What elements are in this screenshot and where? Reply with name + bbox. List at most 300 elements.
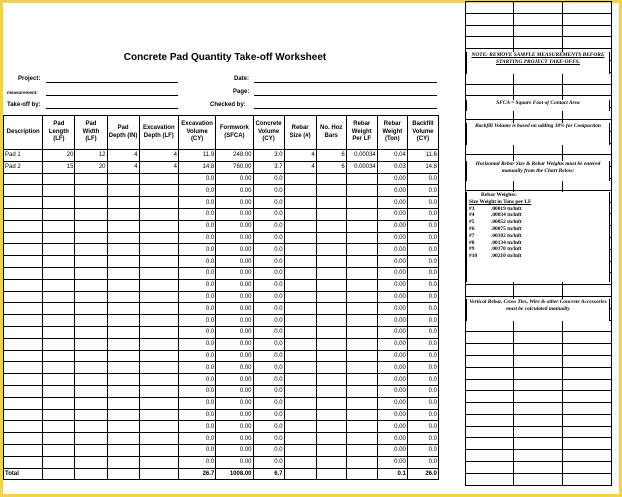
table-cell[interactable] (75, 374, 107, 386)
description-cell[interactable] (4, 385, 43, 397)
table-cell[interactable]: 0.0 (407, 421, 438, 433)
table-cell[interactable] (284, 267, 316, 279)
table-cell[interactable] (284, 279, 316, 291)
table-cell[interactable]: 0.0 (178, 232, 215, 244)
table-cell[interactable]: 4 (284, 150, 316, 162)
table-cell[interactable]: 0.0 (407, 374, 438, 386)
table-cell[interactable]: 0.00 (377, 197, 407, 209)
page-input-line[interactable] (254, 95, 437, 96)
description-cell[interactable] (4, 291, 43, 303)
table-cell[interactable] (75, 362, 107, 374)
table-cell[interactable]: 0.00 (377, 244, 407, 256)
side-grid-cell[interactable] (514, 438, 563, 450)
table-cell[interactable] (107, 456, 139, 468)
description-cell[interactable] (4, 421, 43, 433)
table-cell[interactable] (139, 444, 178, 456)
description-cell[interactable] (4, 409, 43, 421)
table-cell[interactable] (75, 350, 107, 362)
table-cell[interactable] (139, 291, 178, 303)
table-cell[interactable] (43, 421, 75, 433)
table-cell[interactable] (107, 315, 139, 327)
table-cell[interactable] (43, 397, 75, 409)
table-cell[interactable]: 0.0 (253, 338, 284, 350)
table-cell[interactable] (75, 208, 107, 220)
table-cell[interactable]: 0.0 (253, 350, 284, 362)
table-cell[interactable] (43, 350, 75, 362)
table-cell[interactable]: 0.00 (377, 338, 407, 350)
table-cell[interactable] (43, 256, 75, 268)
side-grid-cell[interactable] (466, 285, 514, 297)
table-cell[interactable]: 0.03 (377, 161, 407, 173)
side-grid-cell[interactable] (514, 414, 563, 426)
side-grid-cell[interactable] (563, 379, 612, 391)
table-cell[interactable] (346, 374, 377, 386)
table-cell[interactable]: 0.0 (407, 267, 438, 279)
table-cell[interactable] (316, 256, 346, 268)
table-cell[interactable] (43, 374, 75, 386)
table-cell[interactable] (346, 421, 377, 433)
table-cell[interactable] (346, 256, 377, 268)
table-cell[interactable]: 0.0 (178, 291, 215, 303)
side-grid-cell[interactable] (466, 344, 514, 356)
description-cell[interactable] (4, 315, 43, 327)
table-cell[interactable]: 0.0 (253, 374, 284, 386)
table-cell[interactable]: 1008.00 (216, 468, 253, 479)
description-cell[interactable] (4, 433, 43, 445)
table-cell[interactable] (316, 220, 346, 232)
table-cell[interactable] (316, 291, 346, 303)
table-cell[interactable]: 0.0 (407, 444, 438, 456)
description-cell[interactable] (4, 279, 43, 291)
table-cell[interactable]: 0.0 (407, 291, 438, 303)
table-cell[interactable]: 0.0 (178, 444, 215, 456)
table-cell[interactable]: 0.00 (216, 256, 253, 268)
table-cell[interactable]: 0.0 (253, 456, 284, 468)
table-cell[interactable] (75, 279, 107, 291)
table-cell[interactable]: 0.00 (216, 326, 253, 338)
table-cell[interactable]: 0.0 (178, 421, 215, 433)
table-cell[interactable] (75, 185, 107, 197)
table-cell[interactable] (139, 433, 178, 445)
side-grid-cell[interactable] (563, 450, 612, 462)
table-cell[interactable]: 0.0 (178, 456, 215, 468)
table-cell[interactable] (75, 326, 107, 338)
table-cell[interactable]: 760.00 (216, 161, 253, 173)
table-cell[interactable]: 0.00 (377, 397, 407, 409)
table-cell[interactable] (346, 444, 377, 456)
side-grid-cell[interactable] (466, 426, 514, 438)
project-input-line[interactable] (46, 82, 178, 83)
side-grid-cell[interactable] (466, 25, 514, 37)
table-cell[interactable]: 0.0 (178, 279, 215, 291)
description-cell[interactable] (4, 232, 43, 244)
table-cell[interactable]: 0.0 (253, 244, 284, 256)
table-cell[interactable] (107, 444, 139, 456)
table-cell[interactable] (316, 456, 346, 468)
table-cell[interactable] (139, 232, 178, 244)
table-cell[interactable] (346, 385, 377, 397)
table-cell[interactable]: 0.00 (216, 397, 253, 409)
table-cell[interactable] (75, 244, 107, 256)
table-cell[interactable]: 0.0 (178, 256, 215, 268)
table-cell[interactable] (139, 173, 178, 185)
table-cell[interactable]: 0.00 (377, 456, 407, 468)
table-cell[interactable] (107, 185, 139, 197)
table-cell[interactable]: 0.0 (407, 350, 438, 362)
table-cell[interactable] (107, 362, 139, 374)
side-grid-cell[interactable] (466, 72, 514, 84)
table-cell[interactable] (284, 244, 316, 256)
side-grid-cell[interactable] (466, 450, 514, 462)
table-cell[interactable] (346, 185, 377, 197)
table-cell[interactable] (346, 409, 377, 421)
table-cell[interactable] (284, 456, 316, 468)
side-grid-cell[interactable] (466, 13, 514, 25)
table-cell[interactable] (107, 409, 139, 421)
table-cell[interactable] (284, 350, 316, 362)
table-cell[interactable] (43, 291, 75, 303)
table-cell[interactable]: 0.0 (407, 326, 438, 338)
table-cell[interactable] (43, 279, 75, 291)
table-cell[interactable] (316, 279, 346, 291)
side-grid-cell[interactable] (514, 72, 563, 84)
table-cell[interactable] (75, 256, 107, 268)
table-cell[interactable] (43, 362, 75, 374)
table-cell[interactable] (107, 303, 139, 315)
table-cell[interactable] (316, 303, 346, 315)
table-cell[interactable] (346, 232, 377, 244)
table-cell[interactable]: 0.0 (253, 208, 284, 220)
table-cell[interactable] (139, 362, 178, 374)
description-cell[interactable] (4, 256, 43, 268)
table-cell[interactable] (284, 208, 316, 220)
table-cell[interactable] (43, 267, 75, 279)
table-cell[interactable]: 0.0 (253, 315, 284, 327)
table-cell[interactable]: 0.00 (377, 421, 407, 433)
table-cell[interactable]: 0.0 (253, 185, 284, 197)
table-cell[interactable] (284, 197, 316, 209)
table-cell[interactable]: 0.0 (178, 362, 215, 374)
table-cell[interactable] (139, 421, 178, 433)
side-grid-cell[interactable] (514, 367, 563, 379)
description-cell[interactable] (4, 326, 43, 338)
table-cell[interactable] (75, 409, 107, 421)
table-cell[interactable]: 0.0 (178, 385, 215, 397)
table-cell[interactable]: 3.0 (253, 150, 284, 162)
table-cell[interactable]: 6 (316, 161, 346, 173)
table-cell[interactable]: 4 (107, 161, 139, 173)
table-cell[interactable]: 0.0 (178, 315, 215, 327)
table-cell[interactable] (107, 208, 139, 220)
table-cell[interactable] (284, 338, 316, 350)
table-cell[interactable]: 4 (139, 150, 178, 162)
table-cell[interactable] (75, 291, 107, 303)
table-cell[interactable] (346, 291, 377, 303)
table-cell[interactable] (316, 362, 346, 374)
table-cell[interactable]: 0.00 (216, 338, 253, 350)
side-grid-cell[interactable] (514, 2, 563, 14)
side-grid-cell[interactable] (466, 473, 514, 485)
side-grid-cell[interactable] (514, 320, 563, 332)
table-cell[interactable] (107, 244, 139, 256)
side-grid-cell[interactable] (563, 473, 612, 485)
table-cell[interactable]: 0.0 (407, 456, 438, 468)
side-grid-cell[interactable] (466, 414, 514, 426)
table-cell[interactable] (139, 279, 178, 291)
description-cell[interactable] (4, 362, 43, 374)
side-grid-cell[interactable] (563, 391, 612, 403)
description-cell[interactable] (4, 350, 43, 362)
table-cell[interactable]: 0.0 (407, 244, 438, 256)
table-cell[interactable]: 0.0 (253, 326, 284, 338)
side-grid-cell[interactable] (563, 462, 612, 474)
table-cell[interactable] (316, 350, 346, 362)
table-cell[interactable]: 0.0 (253, 256, 284, 268)
table-cell[interactable]: 0.0 (253, 409, 284, 421)
table-cell[interactable]: 0.0 (178, 267, 215, 279)
table-cell[interactable] (284, 326, 316, 338)
table-cell[interactable]: 0.00 (216, 267, 253, 279)
table-cell[interactable] (75, 397, 107, 409)
table-cell[interactable]: 20 (43, 150, 75, 162)
measurement-input-line[interactable] (46, 95, 178, 96)
table-cell[interactable] (316, 197, 346, 209)
side-grid-cell[interactable] (514, 84, 563, 96)
side-grid-cell[interactable] (563, 2, 612, 14)
table-cell[interactable] (107, 374, 139, 386)
side-grid-cell[interactable] (466, 462, 514, 474)
table-cell[interactable]: 0.0 (253, 444, 284, 456)
table-cell[interactable]: 0.00 (216, 385, 253, 397)
description-cell[interactable] (4, 185, 43, 197)
table-cell[interactable]: 0.0 (178, 433, 215, 445)
table-cell[interactable] (107, 220, 139, 232)
table-cell[interactable]: 0.0 (253, 197, 284, 209)
table-cell[interactable]: 0.0 (407, 256, 438, 268)
table-cell[interactable]: 0.00 (377, 291, 407, 303)
table-cell[interactable] (139, 267, 178, 279)
table-cell[interactable] (107, 421, 139, 433)
description-cell[interactable] (4, 197, 43, 209)
table-cell[interactable] (43, 468, 75, 479)
table-cell[interactable] (346, 456, 377, 468)
table-cell[interactable]: 0.0 (407, 397, 438, 409)
table-cell[interactable]: 0.00 (377, 374, 407, 386)
table-cell[interactable] (43, 326, 75, 338)
description-cell[interactable]: Pad 1 (4, 150, 43, 162)
side-grid-cell[interactable] (466, 367, 514, 379)
table-cell[interactable] (107, 173, 139, 185)
table-cell[interactable]: 0.0 (178, 244, 215, 256)
description-cell[interactable] (4, 397, 43, 409)
table-cell[interactable] (139, 244, 178, 256)
table-cell[interactable]: 0.0 (407, 173, 438, 185)
table-cell[interactable] (316, 173, 346, 185)
table-cell[interactable]: 0.00 (216, 232, 253, 244)
table-cell[interactable] (43, 444, 75, 456)
table-cell[interactable] (43, 433, 75, 445)
table-cell[interactable] (75, 303, 107, 315)
table-cell[interactable] (316, 267, 346, 279)
table-cell[interactable] (139, 208, 178, 220)
side-grid-cell[interactable] (466, 37, 514, 49)
takeoff-by-input-line[interactable] (46, 108, 178, 109)
table-cell[interactable] (107, 197, 139, 209)
table-cell[interactable] (107, 338, 139, 350)
table-cell[interactable]: 0.0 (407, 279, 438, 291)
table-cell[interactable]: 0.0 (178, 326, 215, 338)
table-cell[interactable]: 3.7 (253, 161, 284, 173)
table-cell[interactable] (284, 256, 316, 268)
table-cell[interactable] (107, 468, 139, 479)
table-cell[interactable]: 0.0 (178, 208, 215, 220)
table-cell[interactable]: 0.0 (178, 350, 215, 362)
table-cell[interactable]: 0.0 (178, 303, 215, 315)
table-cell[interactable] (316, 468, 346, 479)
table-cell[interactable] (316, 409, 346, 421)
table-cell[interactable] (346, 362, 377, 374)
table-cell[interactable] (316, 397, 346, 409)
side-grid-cell[interactable] (514, 285, 563, 297)
description-cell[interactable] (4, 444, 43, 456)
description-cell[interactable] (4, 267, 43, 279)
table-cell[interactable]: 14.8 (178, 161, 215, 173)
table-cell[interactable] (346, 315, 377, 327)
table-cell[interactable]: 14.8 (407, 161, 438, 173)
table-cell[interactable] (139, 350, 178, 362)
table-cell[interactable] (346, 279, 377, 291)
side-grid-cell[interactable] (514, 426, 563, 438)
table-cell[interactable] (43, 232, 75, 244)
description-cell[interactable] (4, 244, 43, 256)
side-grid-cell[interactable] (514, 332, 563, 344)
table-cell[interactable] (107, 232, 139, 244)
table-cell[interactable] (43, 315, 75, 327)
table-cell[interactable]: 0.00 (377, 444, 407, 456)
table-cell[interactable] (75, 197, 107, 209)
table-cell[interactable]: 0.0 (407, 208, 438, 220)
table-cell[interactable] (75, 220, 107, 232)
table-cell[interactable]: 0.0 (407, 409, 438, 421)
table-cell[interactable] (284, 444, 316, 456)
table-cell[interactable] (139, 456, 178, 468)
table-cell[interactable] (107, 291, 139, 303)
table-cell[interactable]: 0.00 (377, 409, 407, 421)
description-cell[interactable] (4, 456, 43, 468)
table-cell[interactable]: 0.00 (216, 409, 253, 421)
side-grid-cell[interactable] (563, 367, 612, 379)
date-input-line[interactable] (254, 82, 437, 83)
table-cell[interactable] (139, 256, 178, 268)
side-grid-cell[interactable] (466, 379, 514, 391)
table-cell[interactable]: 0.00 (216, 374, 253, 386)
table-cell[interactable] (284, 433, 316, 445)
side-grid-cell[interactable] (466, 2, 514, 14)
side-grid-cell[interactable] (563, 355, 612, 367)
side-grid-cell[interactable] (563, 72, 612, 84)
table-cell[interactable] (346, 397, 377, 409)
side-grid-cell[interactable] (563, 13, 612, 25)
side-grid-cell[interactable] (514, 37, 563, 49)
table-cell[interactable] (75, 267, 107, 279)
table-cell[interactable]: 11.9 (178, 150, 215, 162)
table-cell[interactable]: 0.0 (178, 185, 215, 197)
table-cell[interactable] (139, 374, 178, 386)
table-cell[interactable] (139, 220, 178, 232)
table-cell[interactable]: 0.00 (216, 421, 253, 433)
table-cell[interactable] (107, 397, 139, 409)
table-cell[interactable] (346, 468, 377, 479)
side-grid-cell[interactable] (466, 403, 514, 415)
side-grid-cell[interactable] (466, 355, 514, 367)
table-cell[interactable]: 0.00 (377, 326, 407, 338)
table-cell[interactable]: 0.00 (216, 185, 253, 197)
table-cell[interactable]: 0.0 (253, 397, 284, 409)
table-cell[interactable]: 0.00 (216, 303, 253, 315)
table-cell[interactable]: 0.00 (216, 362, 253, 374)
table-cell[interactable] (316, 232, 346, 244)
table-cell[interactable]: 0.0 (407, 362, 438, 374)
table-cell[interactable]: 26.0 (407, 468, 438, 479)
table-cell[interactable] (43, 244, 75, 256)
table-cell[interactable]: 0.0 (178, 197, 215, 209)
table-cell[interactable] (43, 173, 75, 185)
table-cell[interactable] (316, 315, 346, 327)
table-cell[interactable] (284, 303, 316, 315)
table-cell[interactable]: 0.00 (377, 303, 407, 315)
side-grid-cell[interactable] (514, 473, 563, 485)
side-grid-cell[interactable] (466, 320, 514, 332)
table-cell[interactable] (316, 444, 346, 456)
table-cell[interactable]: 0.00 (216, 173, 253, 185)
table-cell[interactable] (107, 267, 139, 279)
table-cell[interactable]: 0.00 (216, 315, 253, 327)
table-cell[interactable] (139, 397, 178, 409)
table-cell[interactable]: 0.0 (253, 279, 284, 291)
table-cell[interactable] (284, 468, 316, 479)
table-cell[interactable]: 0.00 (216, 197, 253, 209)
table-cell[interactable] (139, 303, 178, 315)
table-cell[interactable]: 0.0 (253, 433, 284, 445)
table-cell[interactable]: 0.00 (377, 362, 407, 374)
table-cell[interactable]: 0.0 (253, 232, 284, 244)
table-cell[interactable] (75, 338, 107, 350)
table-cell[interactable] (346, 326, 377, 338)
table-cell[interactable]: 0.00 (377, 279, 407, 291)
table-cell[interactable] (346, 267, 377, 279)
table-cell[interactable] (107, 385, 139, 397)
table-cell[interactable] (284, 232, 316, 244)
table-cell[interactable] (284, 409, 316, 421)
side-grid-cell[interactable] (514, 403, 563, 415)
table-cell[interactable]: 0.0 (407, 220, 438, 232)
side-grid-cell[interactable] (514, 25, 563, 37)
table-cell[interactable]: 4 (284, 161, 316, 173)
table-cell[interactable] (346, 244, 377, 256)
table-cell[interactable]: 0.00 (377, 232, 407, 244)
table-cell[interactable] (107, 433, 139, 445)
table-cell[interactable] (75, 456, 107, 468)
table-cell[interactable] (43, 197, 75, 209)
table-cell[interactable] (316, 374, 346, 386)
table-cell[interactable]: 0.00034 (346, 150, 377, 162)
table-cell[interactable]: 0.00 (377, 208, 407, 220)
table-cell[interactable] (346, 303, 377, 315)
table-cell[interactable]: 0.0 (407, 433, 438, 445)
table-cell[interactable] (75, 433, 107, 445)
table-cell[interactable]: 0.0 (178, 409, 215, 421)
table-cell[interactable]: 0.0 (253, 220, 284, 232)
